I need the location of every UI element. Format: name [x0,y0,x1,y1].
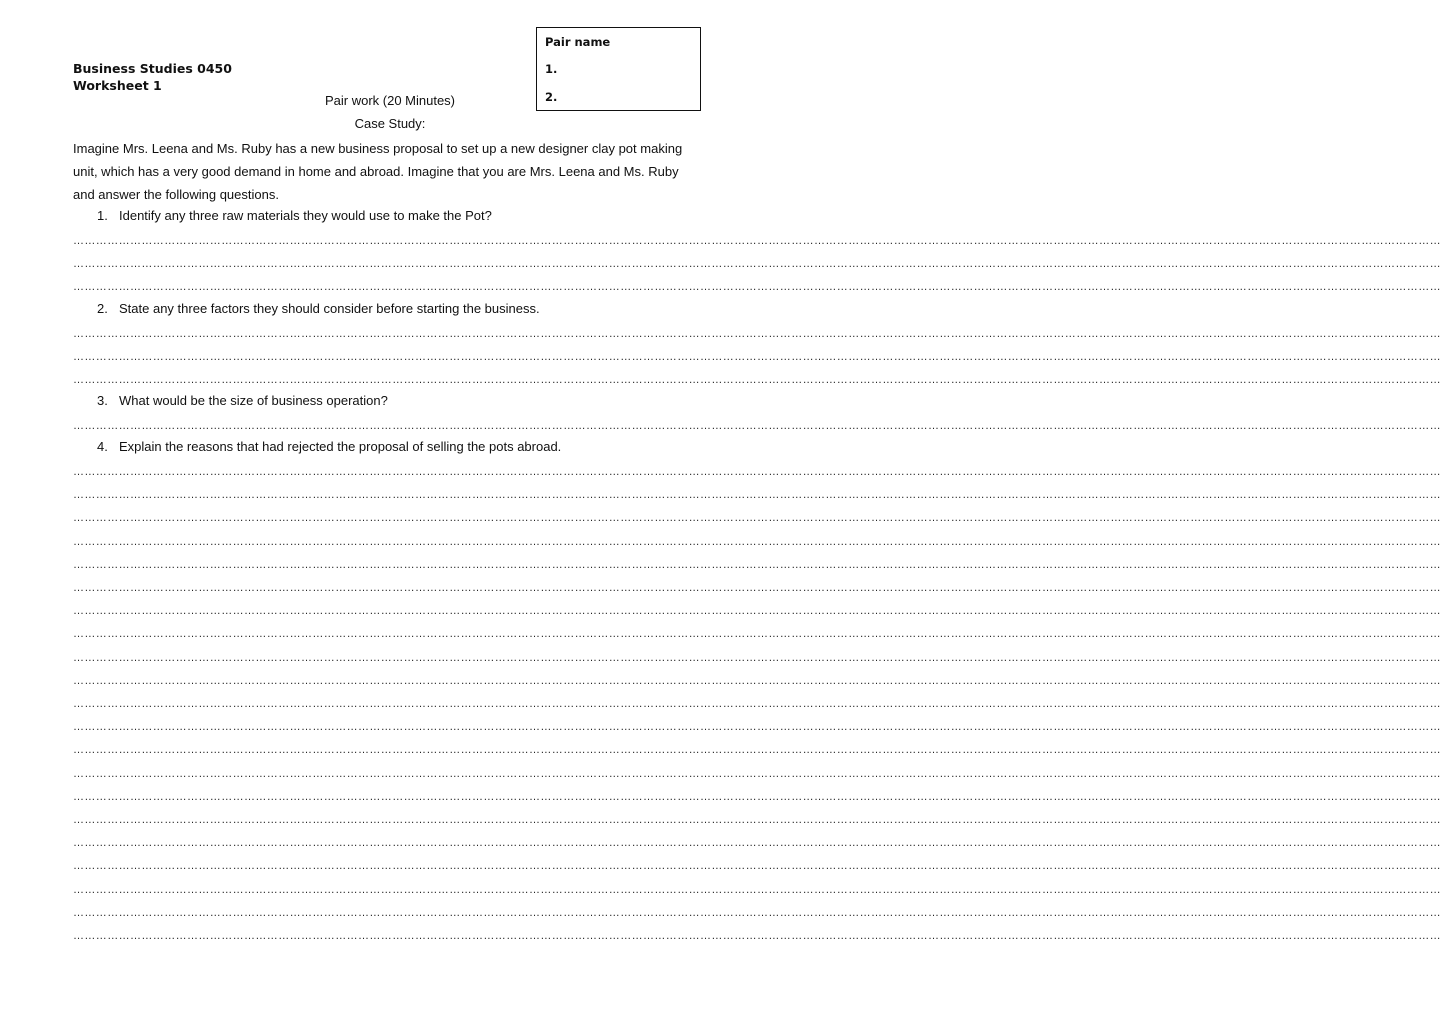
answer-line[interactable]: ……………………………………………………………………………………………………………………………………………………………………………………………………………………………………………………………………………………………………………………………… [73,721,1441,734]
answer-line[interactable]: ……………………………………………………………………………………………………………………………………………………………………………………………………………………………………………………………………………………………………………………………… [73,420,1441,432]
answer-line[interactable]: ……………………………………………………………………………………………………………………………………………………………………………………………………………………………………………………………………………………………………………………………… [73,512,1441,525]
answer-line[interactable]: ……………………………………………………………………………………………………………………………………………………………………………………………………………………………………………………………………………………………………………………………… [73,466,1441,478]
answer-line[interactable]: ……………………………………………………………………………………………………………………………………………………………………………………………………………………………………………………………………………………………………………………………… [73,281,1441,294]
answer-line[interactable]: ……………………………………………………………………………………………………………………………………………………………………………………………………………………………………………………………………………………………………………………………… [73,235,1441,247]
pair-name-line-1: 1. [545,62,558,76]
answer-line[interactable]: ……………………………………………………………………………………………………………………………………………………………………………………………………………………………………………………………………………………………………………………………… [73,744,1441,757]
answer-line[interactable]: ……………………………………………………………………………………………………………………………………………………………………………………………………………………………………………………………………………………………………………………………… [73,351,1441,364]
case-study-intro: Imagine Mrs. Leena and Ms. Ruby has a new business proposal to set up a new designer clay pot making unit, which has a very good demand in home and abroad. Imagine that you are Mrs. Leena and Ms. Ruby and answer the following questions. [73,141,683,202]
answer-line[interactable]: ……………………………………………………………………………………………………………………………………………………………………………………………………………………………………………………………………………………………………………………………… [73,628,1441,641]
question-1 [97,208,492,223]
pair-name-title: Pair name [545,35,611,49]
question-number: 4. [97,439,108,454]
answer-line[interactable]: ……………………………………………………………………………………………………………………………………………………………………………………………………………………………………………………………………………………………………………………………… [73,558,1441,571]
answer-line[interactable]: ……………………………………………………………………………………………………………………………………………………………………………………………………………………………………………………………………………………………………………………………… [73,605,1441,618]
question-text: State any three factors they should consider before starting the business. [119,301,540,316]
case-study-label: Case Study: [354,116,426,131]
question-2 [97,301,540,316]
pair-work-instruction: Pair work (20 Minutes) [324,93,456,108]
answer-line[interactable]: ……………………………………………………………………………………………………………………………………………………………………………………………………………………………………………………………………………………………………………………………… [73,582,1441,594]
question-4 [97,439,561,454]
answer-line[interactable]: ……………………………………………………………………………………………………………………………………………………………………………………………………………………………………………………………………………………………………………………………… [73,860,1441,873]
answer-line[interactable]: ……………………………………………………………………………………………………………………………………………………………………………………………………………………………………………………………………………………………………………………………… [73,674,1441,687]
question-text: Identify any three raw materials they would use to make the Pot? [119,208,492,223]
question-text: Explain the reasons that had rejected the proposal of selling the pots abroad. [119,439,562,454]
answer-line[interactable]: ……………………………………………………………………………………………………………………………………………………………………………………………………………………………………………………………………………………………………………………………… [73,698,1441,710]
answer-line[interactable]: ……………………………………………………………………………………………………………………………………………………………………………………………………………………………………………………………………………………………………………………………… [73,837,1441,850]
worksheet-title: Worksheet 1 [73,78,162,93]
answer-line[interactable]: ……………………………………………………………………………………………………………………………………………………………………………………………………………………………………………………………………………………………………………………………… [73,374,1441,387]
pair-name-line-2: 2. [545,90,558,104]
answer-line[interactable]: ……………………………………………………………………………………………………………………………………………………………………………………………………………………………………………………………………………………………………………………………… [73,790,1441,803]
worksheet-header [73,60,232,94]
answer-line[interactable]: ……………………………………………………………………………………………………………………………………………………………………………………………………………………………………………………………………………………………………………………………… [73,767,1441,780]
question-number: 1. [97,208,108,223]
answer-line[interactable]: ……………………………………………………………………………………………………………………………………………………………………………………………………………………………………………………………………………………………………………………………… [73,906,1441,919]
answer-line[interactable]: ……………………………………………………………………………………………………………………………………………………………………………………………………………………………………………………………………………………………………………………………… [73,651,1441,664]
subject-title: Business Studies 0450 [73,61,232,76]
answer-line[interactable]: ……………………………………………………………………………………………………………………………………………………………………………………………………………………………………………………………………………………………………………………………… [73,489,1441,502]
answer-line[interactable]: ……………………………………………………………………………………………………………………………………………………………………………………………………………………………………………………………………………………………………………………………… [73,930,1441,942]
answer-line[interactable]: ……………………………………………………………………………………………………………………………………………………………………………………………………………………………………………………………………………………………………………………………… [73,258,1441,271]
answer-line[interactable]: ……………………………………………………………………………………………………………………………………………………………………………………………………………………………………………………………………………………………………………………………… [73,328,1441,340]
question-number: 2. [97,301,108,316]
answer-line[interactable]: ……………………………………………………………………………………………………………………………………………………………………………………………………………………………………………………………………………………………………………………………… [73,535,1441,548]
question-number: 3. [97,393,108,408]
question-text: What would be the size of business operation? [119,393,388,408]
answer-line[interactable]: ……………………………………………………………………………………………………………………………………………………………………………………………………………………………………………………………………………………………………………………………… [73,814,1441,826]
question-3 [97,393,388,408]
answer-line[interactable]: ……………………………………………………………………………………………………………………………………………………………………………………………………………………………………………………………………………………………………………………………… [73,883,1441,896]
